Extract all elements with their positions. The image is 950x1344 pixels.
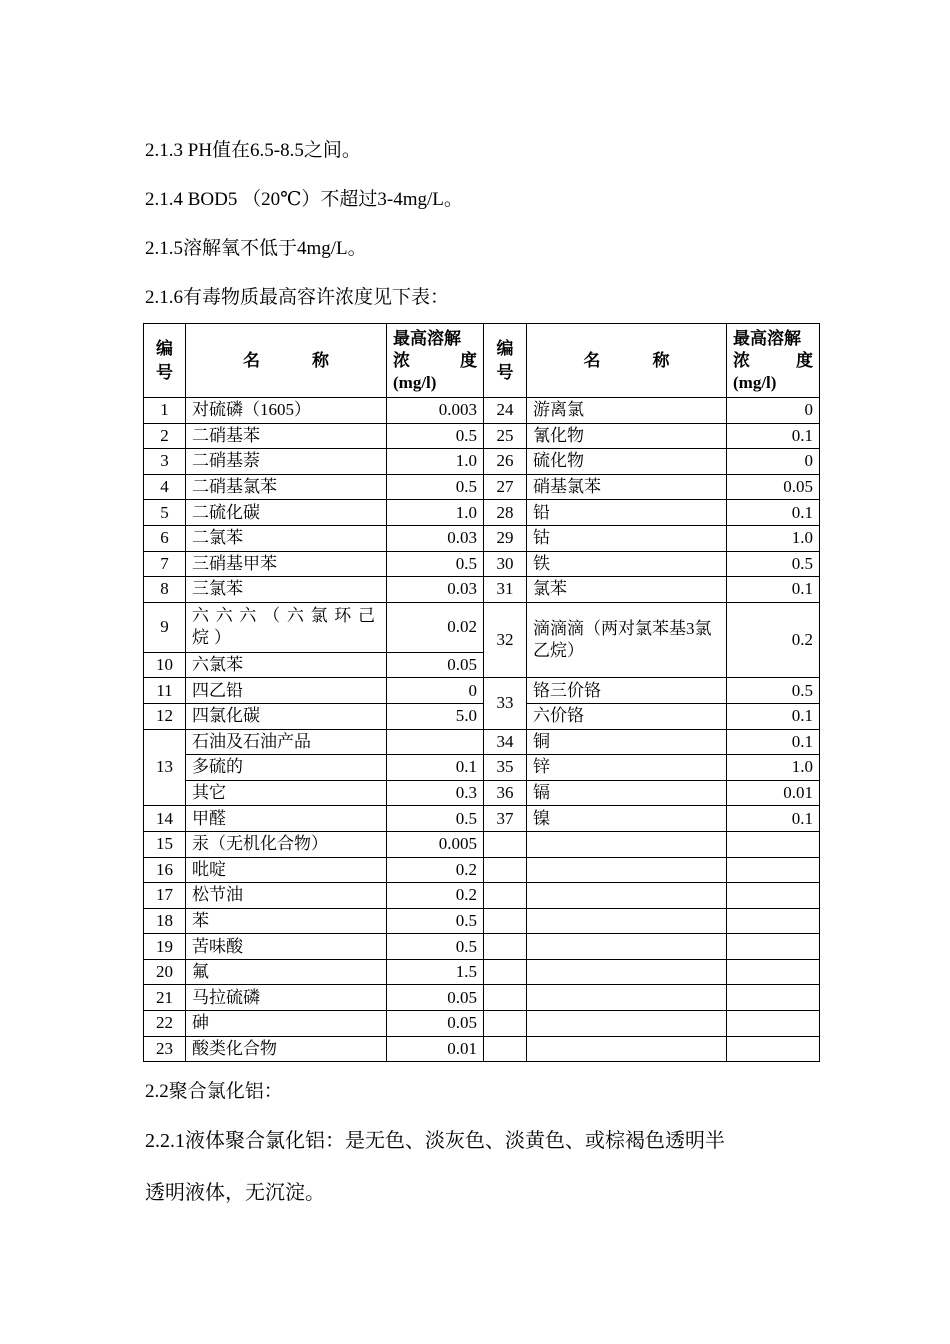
empty-cell [527,908,727,934]
table-row [144,908,820,934]
cell-value: 1.0 [727,525,820,551]
cell-value: 0.5 [387,908,484,934]
table-row [144,755,820,781]
cell-name: 锌 [527,755,727,781]
table-row [144,398,820,424]
cell-value: 0.01 [387,1036,484,1062]
empty-cell [484,857,527,883]
cell-no: 6 [144,525,186,551]
cell-no: 15 [144,831,186,857]
table-row [144,857,820,883]
header-no-right: 编 号 [484,324,527,398]
cell-no: 17 [144,883,186,909]
cell-no: 3 [144,449,186,475]
cell-value: 0 [727,398,820,424]
cell-value: 0.03 [387,577,484,603]
cell-name: 镉 [527,780,727,806]
table-row [144,780,820,806]
cell-no: 31 [484,577,527,603]
header-name-left: 名 称 [186,324,387,398]
cell-value: 0.01 [727,780,820,806]
empty-cell [527,1036,727,1062]
cell-no: 33 [484,678,527,729]
cell-value: 0.2 [727,602,820,678]
cell-value: 1.0 [727,755,820,781]
cell-name: 二硝基萘 [186,449,387,475]
cell-no: 2 [144,423,186,449]
empty-cell [484,1011,527,1037]
empty-cell [727,831,820,857]
cell-value: 0.1 [727,577,820,603]
empty-cell [727,1036,820,1062]
cell-no: 8 [144,577,186,603]
cell-name: 二氯苯 [186,525,387,551]
empty-cell [484,908,527,934]
empty-cell [484,985,527,1011]
cell-name: 四氯化碳 [186,703,387,729]
empty-cell [484,883,527,909]
table-row [144,729,820,755]
empty-cell [727,883,820,909]
empty-cell [484,1036,527,1062]
cell-value: 0.1 [727,423,820,449]
empty-cell [527,1011,727,1037]
table-row [144,703,820,729]
cell-value: 0.005 [387,831,484,857]
empty-cell [484,959,527,985]
cell-no: 26 [484,449,527,475]
empty-cell [527,831,727,857]
empty-cell [527,934,727,960]
cell-name: 甲醛 [186,806,387,832]
cell-value: 0.1 [727,729,820,755]
cell-value: 0.03 [387,525,484,551]
table-row [144,985,820,1011]
cell-no: 30 [484,551,527,577]
empty-cell [727,934,820,960]
header-name-right: 名 称 [527,324,727,398]
cell-name: 二硝基氯苯 [186,474,387,500]
cell-name: 氰化物 [527,423,727,449]
cell-name: 苯 [186,908,387,934]
table-row [144,577,820,603]
cell-value: 0.2 [387,857,484,883]
table-row [144,806,820,832]
table-row [144,934,820,960]
cell-value: 0.1 [387,755,484,781]
cell-name: 游离氯 [527,398,727,424]
cell-no: 9 [144,602,186,652]
section-2-2-1: 2.2.1液体聚合氯化铝：是无色、淡灰色、淡黄色、或棕褐色透明半 [145,1130,725,1152]
cell-name: 钴 [527,525,727,551]
cell-no: 21 [144,985,186,1011]
cell-name: 六价铬 [527,703,727,729]
cell-value: 0.02 [387,602,484,652]
cell-no: 23 [144,1036,186,1062]
cell-no: 12 [144,703,186,729]
cell-value: 0 [387,678,484,704]
cell-no: 5 [144,500,186,526]
cell-name: 二硫化碳 [186,500,387,526]
cell-no: 11 [144,678,186,704]
cell-no: 32 [484,602,527,678]
cell-value: 0.5 [387,806,484,832]
cell-no: 28 [484,500,527,526]
cell-name: 三硝基甲苯 [186,551,387,577]
cell-value: 0.1 [727,500,820,526]
cell-value: 0.5 [387,934,484,960]
cell-no: 36 [484,780,527,806]
table-row [144,678,820,704]
cell-no: 34 [484,729,527,755]
cell-no: 7 [144,551,186,577]
cell-no: 4 [144,474,186,500]
cell-value: 0 [727,449,820,475]
cell-no: 22 [144,1011,186,1037]
cell-no: 24 [484,398,527,424]
cell-name: 铬三价铬 [527,678,727,704]
cell-name: 其它 [186,780,387,806]
cell-value: 0.05 [387,1011,484,1037]
empty-cell [527,959,727,985]
cell-value: 0.5 [387,474,484,500]
table-row [144,883,820,909]
cell-name: 汞（无机化合物） [186,831,387,857]
cell-value: 0.003 [387,398,484,424]
empty-cell [727,985,820,1011]
table-header-row [144,324,820,398]
cell-no: 16 [144,857,186,883]
cell-value: 0.5 [727,551,820,577]
table-row [144,500,820,526]
cell-name: 吡啶 [186,857,387,883]
section-2-1-5: 2.1.5溶解氧不低于4mg/L。 [145,238,367,259]
table-row [144,449,820,475]
empty-cell [527,857,727,883]
cell-name: 对硫磷（1605） [186,398,387,424]
section-2-2: 2.2聚合氯化铝： [145,1081,283,1102]
cell-name: 三氯苯 [186,577,387,603]
cell-value: 0.5 [387,423,484,449]
table-row [144,602,820,652]
cell-name: 氯苯 [527,577,727,603]
cell-no: 14 [144,806,186,832]
cell-name: 铅 [527,500,727,526]
cell-no: 19 [144,934,186,960]
cell-value: 5.0 [387,703,484,729]
section-2-1-6: 2.1.6有毒物质最高容许浓度见下表： [145,287,450,308]
section-2-1-3: 2.1.3 PH值在6.5-8.5之间。 [145,140,361,161]
cell-value [387,729,484,755]
cell-no: 35 [484,755,527,781]
empty-cell [727,908,820,934]
cell-name: 铁 [527,551,727,577]
toxic-substances-table [143,323,820,1062]
cell-value: 0.1 [727,703,820,729]
cell-no: 20 [144,959,186,985]
cell-value: 0.5 [387,551,484,577]
empty-cell [484,831,527,857]
cell-no: 18 [144,908,186,934]
cell-no: 1 [144,398,186,424]
cell-name: 六六六（六氯环己烷） [186,602,387,652]
header-value-right: 最高溶解 浓 度 (mg/l) [727,324,820,398]
cell-value: 0.05 [387,652,484,678]
cell-value: 0.1 [727,806,820,832]
cell-no: 25 [484,423,527,449]
empty-cell [727,857,820,883]
cell-name: 滴滴滴（两对氯苯基3氯乙烷） [527,602,727,678]
table-row [144,831,820,857]
empty-cell [527,985,727,1011]
cell-no: 27 [484,474,527,500]
cell-no: 10 [144,652,186,678]
cell-name: 多硫的 [186,755,387,781]
header-value-left: 最高溶解 浓 度 (mg/l) [387,324,484,398]
empty-cell [484,934,527,960]
table-row [144,474,820,500]
table-row [144,959,820,985]
table-row [144,423,820,449]
table-row [144,525,820,551]
table-row [144,1011,820,1037]
cell-name: 砷 [186,1011,387,1037]
cell-name: 氟 [186,959,387,985]
cell-value: 0.3 [387,780,484,806]
cell-name: 二硝基苯 [186,423,387,449]
cell-value: 0.05 [727,474,820,500]
cell-name: 硫化物 [527,449,727,475]
cell-name: 苦味酸 [186,934,387,960]
cell-value: 0.05 [387,985,484,1011]
cell-value: 0.5 [727,678,820,704]
cell-value: 1.0 [387,500,484,526]
cell-value: 1.0 [387,449,484,475]
cell-name: 四乙铅 [186,678,387,704]
empty-cell [727,1011,820,1037]
section-2-1-4: 2.1.4 BOD5 （20℃）不超过3-4mg/L。 [145,189,463,210]
cell-no: 13 [144,729,186,806]
cell-name: 硝基氯苯 [527,474,727,500]
empty-cell [527,883,727,909]
cell-value: 0.2 [387,883,484,909]
cell-name: 酸类化合物 [186,1036,387,1062]
empty-cell [727,959,820,985]
cell-name: 马拉硫磷 [186,985,387,1011]
cell-no: 37 [484,806,527,832]
table-row [144,1036,820,1062]
header-no-left: 编 号 [144,324,186,398]
cell-name: 松节油 [186,883,387,909]
section-2-2-1-continued: 透明液体，无沉淀。 [145,1182,325,1204]
cell-value: 1.5 [387,959,484,985]
cell-name: 镍 [527,806,727,832]
table-row [144,551,820,577]
cell-name: 铜 [527,729,727,755]
cell-name: 六氯苯 [186,652,387,678]
cell-name: 石油及石油产品 [186,729,387,755]
cell-no: 29 [484,525,527,551]
